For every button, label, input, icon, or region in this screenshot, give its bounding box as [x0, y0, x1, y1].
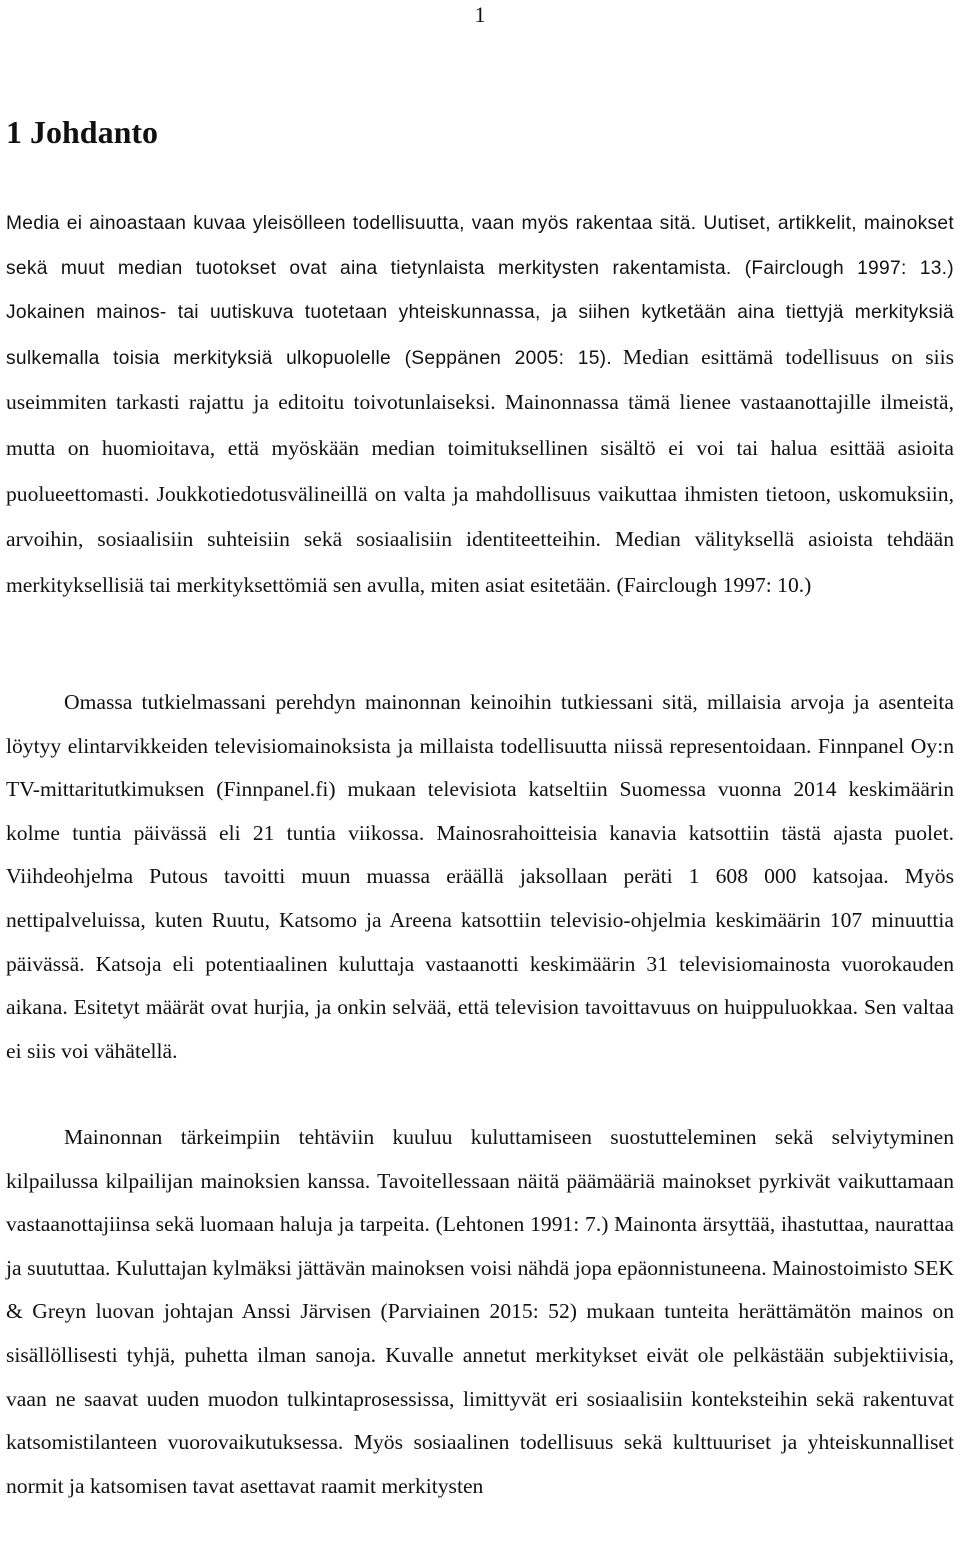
- paragraph-intro-part-2: Median esittämä todellisuus on siis useimmiten tarkasti rajattu ja editoitu toivotunlaiseksi. Mainonnassa tämä lienee vastaanottajille ilmeistä, mutta on huomioitava, että myöskään median toimituksellinen sisältö ei voi tai halua esittää asioita puolueettomasti. Joukkotiedotusvälineillä on valta ja mahdollisuus vaikuttaa ihmisten tietoon, uskomuksiin, arvoihin, sosiaalisiin suhteisiin sekä sosiaalisiin identiteetteihin. Median välityksellä asioista tehdään merkityksellisiä tai merkityksettömiä sen avulla, miten asiat esitetään. (Fairclough 1997: 10.): [6, 344, 955, 597]
- page-number: 1: [474, 2, 486, 27]
- paragraph-intro-part-1: Media ei ainoastaan kuvaa yleisölleen todellisuutta, vaan myös rakentaa sitä. Uutiset, artikkelit, mainokset sekä muut median tuotokset ovat aina tietynlaista merkitysten rakentamista. (Fairclough 1997: 13.) Jokainen mainos- tai uutiskuva tuotetaan yhteiskunnassa, ja siihen kytketään aina tiettyjä merkityksiä sulkemalla toisia merkityksiä ulkopuolelle (Seppänen 2005: 15).: [6, 213, 954, 369]
- paragraph-intro: [6, 202, 954, 609]
- chapter-heading: 1 Johdanto: [6, 114, 159, 150]
- paragraph-research-topic: Omassa tutkielmassani perehdyn mainonnan keinoihin tutkiessani sitä, millaisia arvoja ja asenteita löytyy elintarvikkeiden televisiomainoksista ja millaista todellisuutta niissä representoidaan. Finnpanel Oy:n TV-mittaritutkimuksen (Finnpanel.fi) mukaan televisiota katseltiin Suomessa vuonna 2014 keskimäärin kolme tuntia päivässä eli 21 tuntia viikossa. Mainosrahoitteisia kanavia katsottiin tästä ajasta puolet. Viihdeohjelma Putous tavoitti muun muassa eräällä jaksollaan peräti 1 608 000 katsojaa. Myös nettipalveluissa, kuten Ruutu, Katsomo ja Areena katsottiin televisio-ohjelmia keskimäärin 107 minuuttia päivässä. Katsoja eli potentiaalinen kuluttaja vastaanotti keskimäärin 31 televisiomainosta vuorokauden aikana. Esitetyt määrät ovat hurjia, ja onkin selvää, että television tavoittavuus on huippuluokkaa. Sen valtaa ei siis voi vähätellä.: [6, 690, 954, 1063]
- paragraph-advertising-tasks: Mainonnan tärkeimpiin tehtäviin kuuluu kuluttamiseen suostutteleminen sekä selviytyminen kilpailussa kilpailijan mainoksien kanssa. Tavoitellessaan näitä päämääriä mainokset pyrkivät vaikuttamaan vastaanottajiinsa sekä luomaan haluja ja tarpeita. (Lehtonen 1991: 7.) Mainonta ärsyttää, ihastuttaa, naurattaa ja suututtaa. Kuluttajan kylmäksi jättävän mainoksen voisi nähdä jopa epäonnistuneena. Mainostoimisto SEK & Greyn luovan johtajan Anssi Järvisen (Parviainen 2015: 52) mukaan tunteita herättämätön mainos on sisällöllisesti tyhjä, puhetta ilman sanoja. Kuvalle annetut merkitykset eivät ole pelkästään subjektiivisia, vaan ne saavat uuden muodon tulkintaprosessissa, limittyvät eri sosiaalisiin konteksteihin sekä rakentuvat katsomistilanteen vuorovaikutuksessa. Myös sosiaalinen todellisuus sekä kulttuuriset ja yhteiskunnalliset normit ja katsomisen tavat asettavat raamit merkitysten: [6, 1125, 954, 1498]
